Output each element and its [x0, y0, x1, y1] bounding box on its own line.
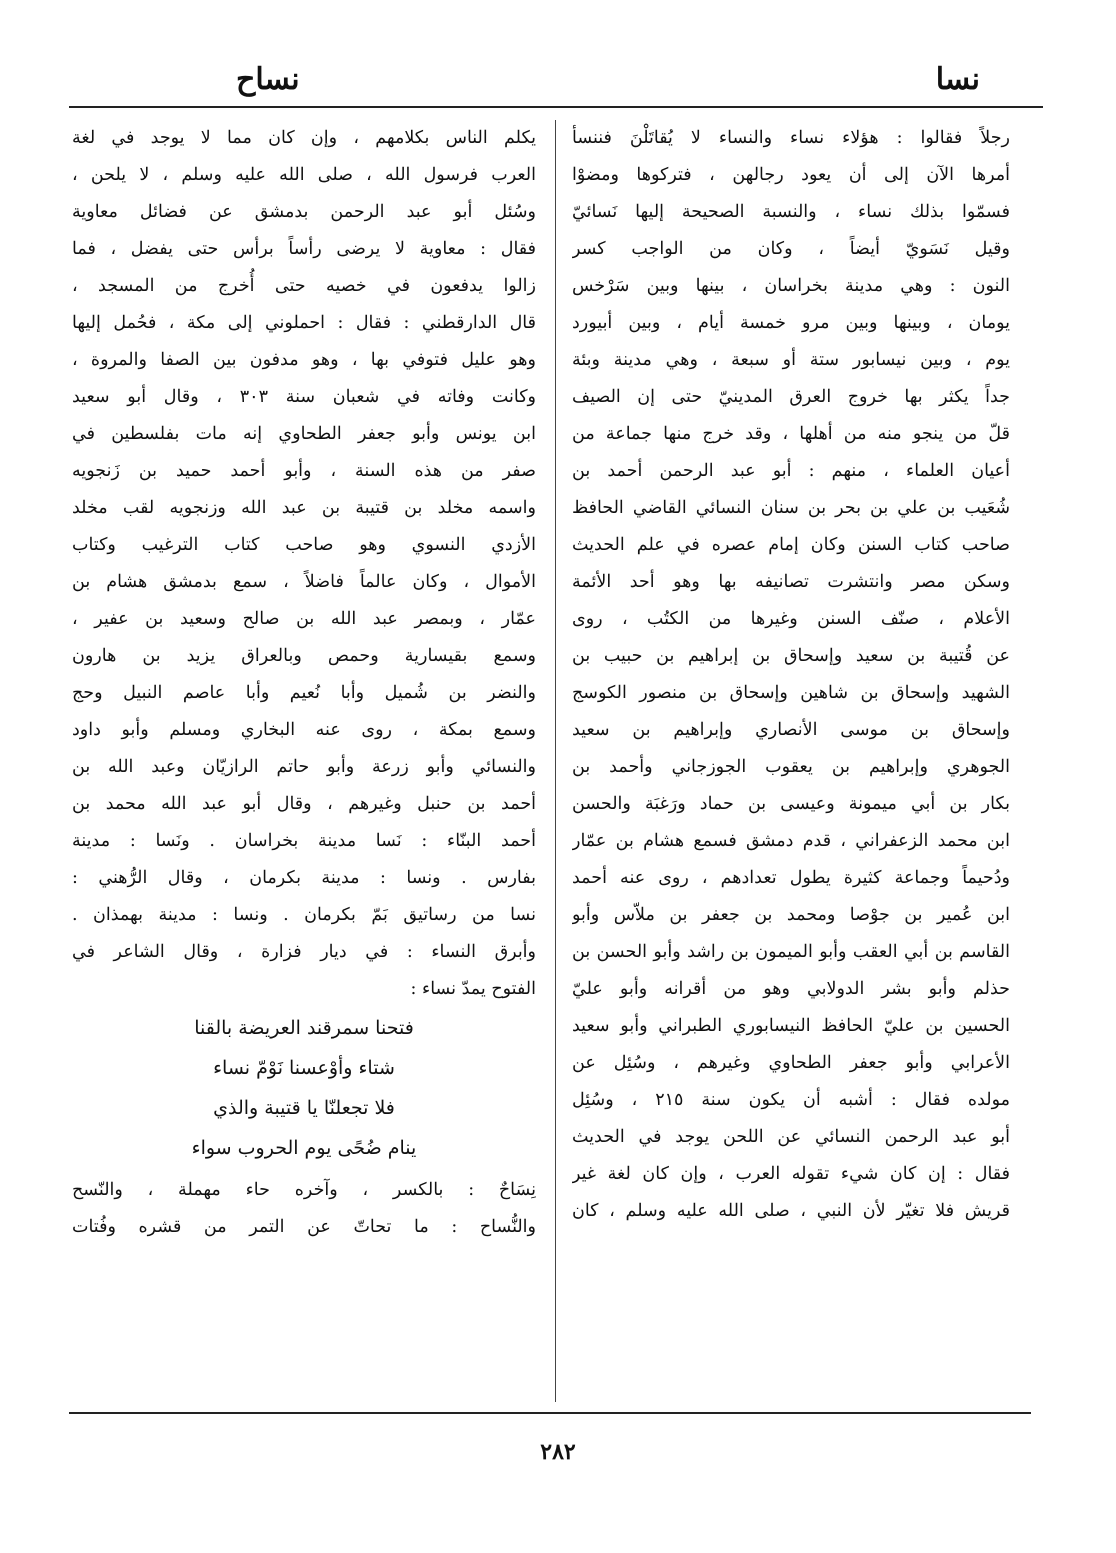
- body-line: وسمع بقيسارية وحمص وبالعراق يزيد بن هارون: [72, 646, 536, 666]
- body-line: أمرها الآن إلى أن يعود رجالهن ، فتركوها ومضوْا: [572, 165, 1010, 185]
- body-line: يوم ، وبين نيسابور ستة أو سبعة ، وهي مدينة وبئة: [572, 350, 1010, 370]
- body-line: صاحب كتاب السنن وكان إمام عصره في علم الحديث: [572, 535, 1010, 555]
- body-line: النون : وهي مدينة بخراسان ، بينها وبين سَرْخس: [572, 276, 1010, 296]
- body-line: بفارس . ونسا : مدينة بكرمان ، وقال الرُّهني :: [72, 868, 536, 888]
- body-line: الحسين بن عليّ الحافظ النيسابوري الطبراني وأبو سعيد: [572, 1016, 1010, 1036]
- body-line: وسُئل أبو عبد الرحمن بدمشق عن فضائل معاوية: [72, 202, 536, 222]
- body-line: قلّ من ينجو منه من أهلها ، وقد خرج منها جماعة من: [572, 424, 1010, 444]
- body-line: جداً يكثر بها خروج العرق المدينيّ حتى إن الصيف: [572, 387, 1010, 407]
- body-line: أحمد بن حنبل وغيرهم ، وقال أبو عبد الله محمد بن: [72, 794, 536, 814]
- poem-verse: فلا تجعلنّا يا قتيبة والذي: [213, 1097, 395, 1119]
- body-line: شُعَيب بن علي بن بحر بن سنان النسائي القاضي الحافظ: [572, 498, 1010, 518]
- page-number: ٢٨٢: [540, 1439, 576, 1465]
- body-line: الفتوح يمدّ نساء :: [410, 979, 536, 999]
- body-line: العرب فرسول الله ، صلى الله عليه وسلم ، لا يلحن ،: [72, 165, 536, 185]
- left-column: [72, 120, 536, 1246]
- body-line: الأزدي النسوي وهو صاحب كتاب الترغيب وكتاب: [72, 535, 536, 555]
- body-line: فقال : إن كان شيء تقوله العرب ، وإن كان لغة غير: [572, 1164, 1010, 1184]
- body-line: ابن يونس وأبو جعفر الطحاوي إنه مات بفلسطين في: [72, 424, 536, 444]
- body-line: قريش فلا تغيّر لأن النبي ، صلى الله عليه وسلم ، كان: [572, 1201, 1010, 1221]
- body-line: الشهيد وإسحاق بن شاهين وإسحاق بن منصور الكوسج: [572, 683, 1010, 703]
- body-line: بكار بن أبي ميمونة وعيسى بن حماد ورَغبَة والحسن: [572, 794, 1010, 814]
- body-line: عمّار ، وبمصر عبد الله بن صالح وسعيد بن عفير ،: [72, 609, 536, 629]
- body-line: وأبرق النساء : في ديار فزارة ، وقال الشاعر في: [72, 942, 536, 962]
- body-line: زالوا يدفعون في خصيه حتى أُخرج من المسجد ،: [72, 276, 536, 296]
- body-line: أبو عبد الرحمن النسائي عن اللحن يوجد في الحديث: [572, 1127, 1010, 1147]
- entry-headword-line: نِسَاحٌ : بالكسر ، وآخره حاء مهملة ، والنّسح: [72, 1180, 536, 1200]
- body-line: وسكن مصر وانتشرت تصانيفه بها وهو أحد الأئمة: [572, 572, 1010, 592]
- body-line: وسمع بمكة ، روى عنه البخاري ومسلم وأبو داود: [72, 720, 536, 740]
- body-line: وهو عليل فتوفي بها ، وهو مدفون بين الصفا والمروة ،: [72, 350, 536, 370]
- body-line: مولده فقال : أشبه أن يكون سنة ٢١٥ ، وسُئِل: [572, 1090, 1010, 1110]
- body-line: ابن عُمير بن جوْصا ومحمد بن جعفر بن ملاّس وأبو: [572, 905, 1010, 925]
- body-line: صفر من هذه السنة ، وأبو أحمد حميد بن زَنجويه: [72, 461, 536, 481]
- body-line: وإسحاق بن موسى الأنصاري وإبراهيم بن سعيد: [572, 720, 1010, 740]
- body-line: حذلم وأبو بشر الدولابي وهو من أقرانه وأبو عليّ: [572, 979, 1010, 999]
- header-rule: [69, 106, 1043, 108]
- body-line: أحمد البنّاء : نَسا مدينة بخراسان . ونَسا : مدينة: [72, 831, 536, 851]
- footer-rule: [69, 1412, 1031, 1414]
- body-line: الأعرابي وأبو جعفر الطحاوي وغيرهم ، وسُئِل عن: [572, 1053, 1010, 1073]
- body-line: فقال : معاوية لا يرضى رأساً برأس حتى يفضل ، فما: [72, 239, 536, 259]
- body-line: القاسم بن أبي العقب وأبو الميمون بن راشد وأبو الحسن بن: [572, 942, 1010, 962]
- poem-verse: ينام ضُحًى يوم الحروب سواء: [191, 1137, 417, 1159]
- body-line: وكانت وفاته في شعبان سنة ٣٠٣ ، وقال أبو سعيد: [72, 387, 536, 407]
- body-line: يومان ، وبينها وبين مرو خمسة أيام ، وبين أبيورد: [572, 313, 1010, 333]
- column-divider: [555, 120, 556, 1402]
- running-header-right: نسا: [935, 62, 980, 97]
- body-line: ودُحيماً وجماعة كثيرة يطول تعدادهم ، روى عنه أحمد: [572, 868, 1010, 888]
- poem-verse: فتحنا سمرقند العريضة بالقنا: [194, 1017, 414, 1039]
- body-line: وقيل نَسَويّ أيضاً ، وكان من الواجب كسر: [572, 239, 1010, 259]
- right-column: [572, 120, 1010, 1230]
- body-line: ابن محمد الزعفراني ، قدم دمشق فسمع هشام بن عمّار: [572, 831, 1010, 851]
- body-line: يكلم الناس بكلامهم ، وإن كان مما لا يوجد في لغة: [72, 128, 536, 148]
- body-line: فسمّوا بذلك نساء ، والنسبة الصحيحة إليها نَسائيّ: [572, 202, 1010, 222]
- poem-verse: شتاء وأوْعسنا نَوْمّ نساء: [213, 1057, 395, 1079]
- body-line: الأعلام ، صنّف السنن وغيرها من الكتُب ، روى: [572, 609, 1010, 629]
- body-line: الجوهري وإبراهيم بن يعقوب الجوزجاني وأحمد بن: [572, 757, 1010, 777]
- body-line: نسا من رساتيق بَمّ بكرمان . ونسا : مدينة بهمذان .: [72, 905, 536, 925]
- body-line: عن قُتيبة بن سعيد وإسحاق بن إبراهيم بن حبيب بن: [572, 646, 1010, 666]
- body-line: أعيان العلماء ، منهم : أبو عبد الرحمن أحمد بن: [572, 461, 1010, 481]
- body-line: واسمه مخلد بن قتيبة بن عبد الله وزنجويه لقب مخلد: [72, 498, 536, 518]
- running-header-left: نساح: [236, 62, 300, 97]
- body-line: والنضر بن شُميل وأبا نُعيم وأبا عاصم النبيل وحج: [72, 683, 536, 703]
- body-line: قال الدارقطني : فقال : احملوني إلى مكة ، فحُمل إليها: [72, 313, 536, 333]
- body-line: والنسائي وأبو زرعة وأبو حاتم الرازيّان وعبد الله بن: [72, 757, 536, 777]
- body-line: رجلاً فقالوا : هؤلاء نساء والنساء لا يُقاتَلْنَ فننسأ: [572, 128, 1010, 148]
- body-line: والنُّساح : ما تحاتّ عن التمر من قشره وفُتات: [72, 1217, 536, 1237]
- body-line: الأموال ، وكان عالماً فاضلاً ، سمع بدمشق هشام بن: [72, 572, 536, 592]
